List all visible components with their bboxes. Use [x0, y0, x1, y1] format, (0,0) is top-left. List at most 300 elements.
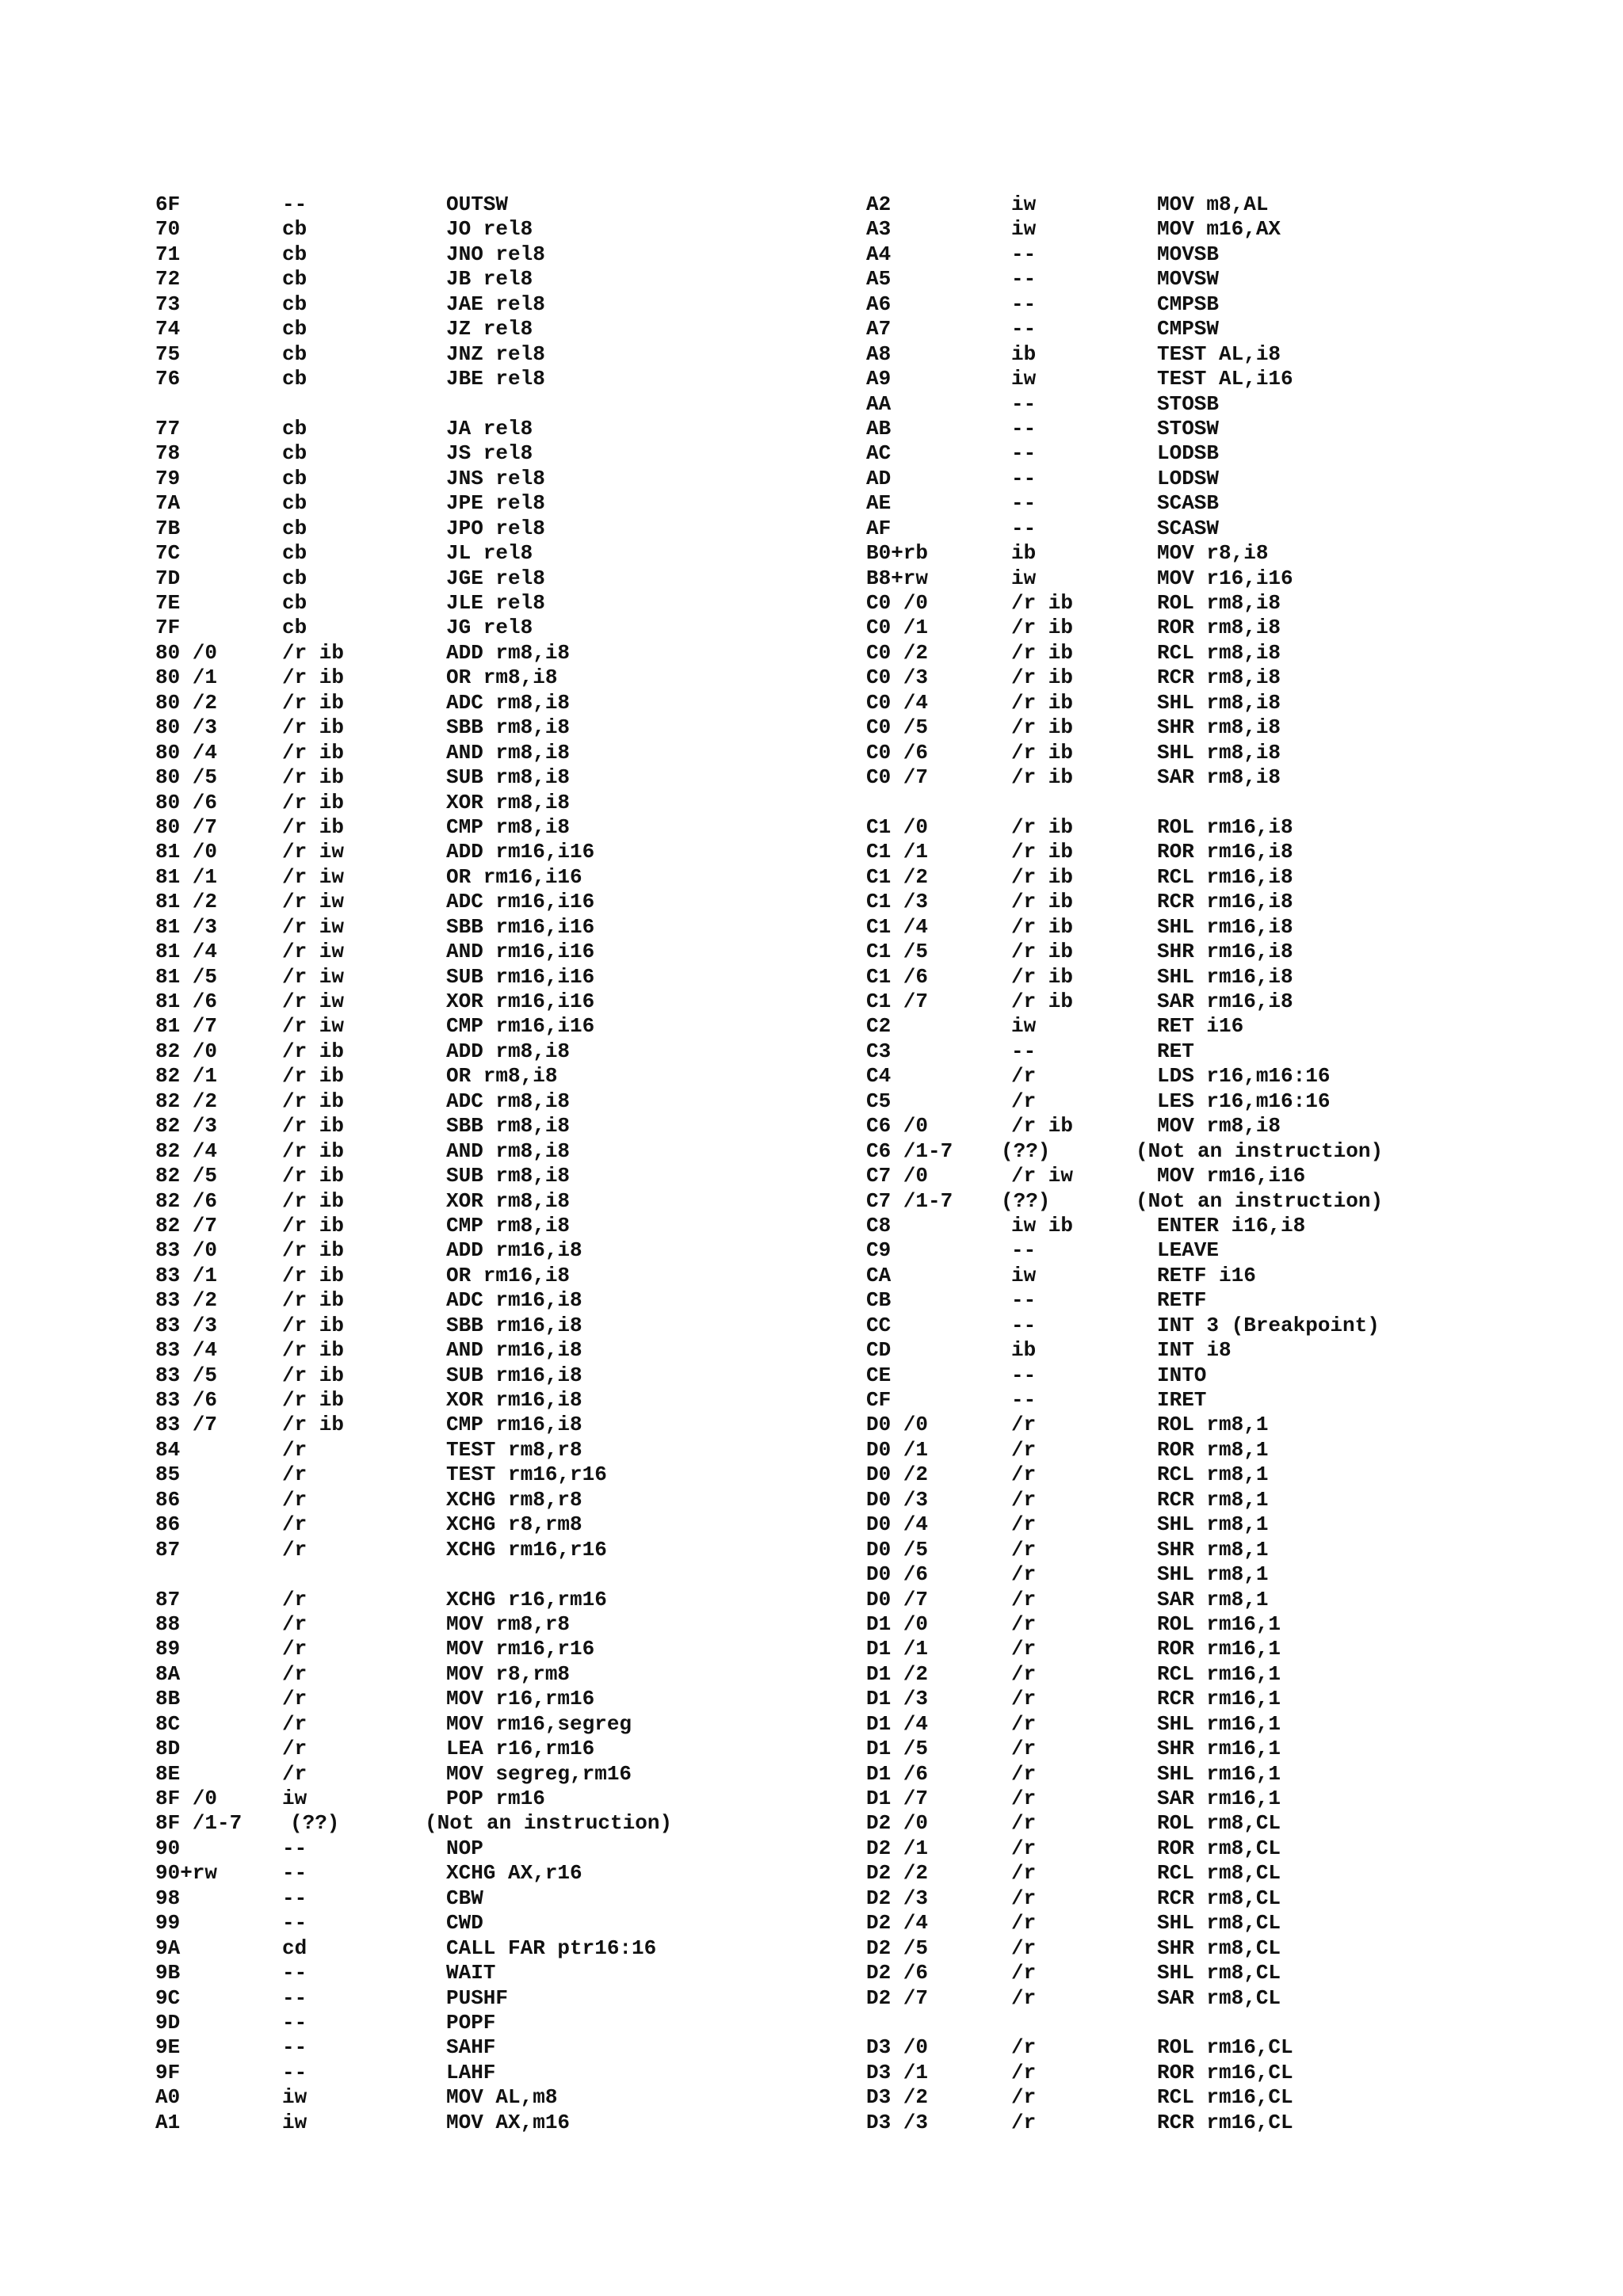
encoding-cell: /r	[282, 1587, 307, 1611]
opcode-cell: AA	[866, 391, 892, 416]
opcode-cell: B8+rw	[866, 566, 929, 590]
encoding-cell: /r ib	[1011, 964, 1074, 989]
opcode-cell: C1 /4	[866, 914, 929, 939]
encoding-cell: cb	[282, 341, 307, 366]
opcode-cell: C1 /3	[866, 890, 929, 914]
opcode-cell: 7D	[155, 566, 181, 590]
encoding-cell: /r iw	[282, 990, 345, 1013]
encoding-cell: iw	[1011, 1263, 1037, 1287]
opcode-cell: C6 /0	[866, 1114, 929, 1138]
encoding-cell: /r ib	[282, 1064, 345, 1089]
encoding-cell: --	[282, 1961, 307, 1985]
encoding-cell: iw	[282, 2085, 307, 2110]
encoding-cell: iw	[1011, 193, 1037, 216]
encoding-cell: iw	[1011, 367, 1037, 391]
encoding-cell: /r ib	[282, 740, 345, 765]
opcode-cell: 86	[155, 1512, 181, 1537]
opcode-cell: C0 /7	[866, 765, 929, 790]
encoding-cell: /r ib	[282, 666, 345, 690]
encoding-cell: /r iw	[282, 964, 345, 989]
opcode-cell: 84	[155, 1437, 181, 1462]
opcode-cell: 83 /5	[155, 1363, 218, 1387]
opcode-cell: D3 /0	[866, 2035, 929, 2060]
encoding-cell: /r	[1011, 1911, 1037, 1936]
encoding-cell: /r ib	[1011, 666, 1074, 690]
opcode-cell: 9B	[155, 1961, 181, 1985]
instruction-cell: SAR rm16,i8	[1157, 990, 1293, 1013]
encoding-cell: /r ib	[282, 1114, 345, 1138]
opcode-cell: 80 /4	[155, 740, 218, 765]
opcode-cell: 81 /6	[155, 990, 218, 1013]
encoding-cell: /r	[1011, 1064, 1037, 1089]
opcode-cell: 7B	[155, 516, 181, 540]
encoding-cell: --	[282, 1861, 307, 1886]
instruction-cell: XCHG rm8,r8	[446, 1487, 582, 1512]
opcode-cell: 83 /2	[155, 1288, 218, 1313]
opcode-cell: D1 /0	[866, 1611, 929, 1636]
opcode-cell: A7	[866, 317, 892, 341]
instruction-cell: JZ rel8	[446, 317, 533, 341]
encoding-cell: /r ib	[282, 1188, 345, 1213]
instruction-cell: SUB rm8,i8	[446, 1164, 571, 1188]
instruction-cell: INTO	[1157, 1363, 1207, 1387]
instruction-cell: SBB rm16,i16	[446, 914, 595, 939]
opcode-cell: C7 /0	[866, 1164, 929, 1188]
opcode-cell: 80 /1	[155, 666, 218, 690]
encoding-cell: /r ib	[1011, 1114, 1074, 1138]
encoding-cell: /r iw	[282, 1014, 345, 1039]
instruction-cell: SBB rm8,i8	[446, 1114, 571, 1138]
instruction-cell: LEAVE	[1157, 1238, 1220, 1263]
encoding-cell: /r ib	[282, 790, 345, 814]
encoding-cell: iw	[1011, 1014, 1037, 1039]
opcode-cell: 82 /0	[155, 1039, 218, 1063]
instruction-cell: JS rel8	[446, 441, 533, 466]
encoding-cell: /r	[1011, 1811, 1037, 1836]
opcode-cell: D0 /2	[866, 1463, 929, 1487]
opcode-cell: 83 /7	[155, 1413, 218, 1437]
opcode-cell: A6	[866, 292, 892, 316]
instruction-cell: OR rm16,i8	[446, 1263, 571, 1287]
instruction-cell: ADC rm8,i8	[446, 1089, 571, 1113]
instruction-cell: SHL rm16,i8	[1157, 964, 1293, 989]
instruction-cell: MOV rm16,segreg	[446, 1711, 632, 1736]
opcode-cell: 82 /1	[155, 1064, 218, 1089]
encoding-cell: /r ib	[282, 1388, 345, 1412]
instruction-cell: RCR rm8,i8	[1157, 666, 1281, 690]
opcode-cell: 82 /4	[155, 1138, 218, 1163]
opcode-cell: 85	[155, 1463, 181, 1487]
instruction-cell: JL rel8	[446, 541, 533, 566]
opcode-cell: C0 /2	[866, 640, 929, 665]
encoding-cell: cb	[282, 466, 307, 490]
opcode-cell: 86	[155, 1487, 181, 1512]
instruction-cell: CMPSB	[1157, 292, 1220, 316]
instruction-cell: JAE rel8	[446, 292, 545, 316]
instruction-cell: SUB rm16,i8	[446, 1363, 582, 1387]
encoding-cell: cb	[282, 317, 307, 341]
instruction-cell: JPO rel8	[446, 516, 545, 540]
encoding-cell: /r ib	[282, 1164, 345, 1188]
instruction-cell: SHR rm8,CL	[1157, 1936, 1281, 1960]
encoding-cell: /r	[1011, 1687, 1037, 1711]
encoding-cell: --	[282, 193, 307, 216]
opcode-cell: 71	[155, 242, 181, 266]
encoding-cell: /r ib	[1011, 840, 1074, 864]
instruction-cell: SUB rm8,i8	[446, 765, 571, 790]
opcode-cell: 99	[155, 1911, 181, 1936]
opcode-cell: 81 /4	[155, 940, 218, 964]
instruction-cell: TEST AL,i16	[1157, 367, 1293, 391]
encoding-cell: --	[1011, 391, 1037, 416]
instruction-cell: SHR rm16,i8	[1157, 940, 1293, 964]
opcode-cell: 83 /0	[155, 1238, 218, 1263]
opcode-cell: AE	[866, 491, 892, 516]
encoding-cell: --	[1011, 1313, 1037, 1337]
opcode-cell: D2 /3	[866, 1886, 929, 1910]
opcode-cell: A0	[155, 2085, 181, 2110]
instruction-cell: RCL rm16,i8	[1157, 864, 1293, 889]
instruction-cell: JG rel8	[446, 616, 533, 640]
opcode-cell: D0 /0	[866, 1413, 929, 1437]
opcode-cell: C1 /2	[866, 864, 929, 889]
instruction-cell: CMP rm16,i16	[446, 1014, 595, 1039]
encoding-cell: iw ib	[1011, 1213, 1074, 1238]
opcode-cell: D0 /1	[866, 1437, 929, 1462]
opcode-cell: C0 /5	[866, 715, 929, 740]
opcode-cell: 9C	[155, 1985, 181, 2010]
encoding-cell: /r	[1011, 1761, 1037, 1786]
instruction-cell: ROR rm16,1	[1157, 1637, 1281, 1661]
opcode-cell: C0 /1	[866, 616, 929, 640]
instruction-cell: CWD	[446, 1911, 483, 1936]
opcode-cell: 9E	[155, 2035, 181, 2060]
encoding-cell: /r ib	[1011, 814, 1074, 839]
instruction-cell: SBB rm16,i8	[446, 1313, 582, 1337]
encoding-cell: /r ib	[282, 1089, 345, 1113]
opcode-cell: D0 /5	[866, 1537, 929, 1562]
encoding-cell: /r ib	[282, 1263, 345, 1287]
encoding-cell: cb	[282, 591, 307, 615]
instruction-cell: (Not an instruction)	[425, 1811, 673, 1836]
opcode-cell: CF	[866, 1388, 892, 1412]
opcode-cell: D1 /5	[866, 1737, 929, 1761]
opcode-cell: D0 /4	[866, 1512, 929, 1537]
opcode-cell: D1 /6	[866, 1761, 929, 1786]
opcode-cell: C6 /1-7	[866, 1138, 953, 1163]
opcode-cell: 89	[155, 1637, 181, 1661]
instruction-cell: RCR rm16,i8	[1157, 890, 1293, 914]
opcode-cell: 83 /6	[155, 1388, 218, 1412]
instruction-cell: POPF	[446, 2010, 496, 2035]
instruction-cell: MOV rm8,r8	[446, 1611, 571, 1636]
encoding-cell: cb	[282, 541, 307, 566]
instruction-cell: ROL rm16,1	[1157, 1611, 1281, 1636]
encoding-cell: /r	[282, 1661, 307, 1686]
encoding-cell: ib	[1011, 541, 1037, 566]
encoding-cell: /r ib	[282, 765, 345, 790]
encoding-cell: /r	[1011, 1737, 1037, 1761]
encoding-cell: /r	[1011, 1587, 1037, 1611]
instruction-cell: ADD rm8,i8	[446, 1039, 571, 1063]
opcode-cell: C0 /6	[866, 740, 929, 765]
opcode-cell: 7A	[155, 491, 181, 516]
opcode-cell: AC	[866, 441, 892, 466]
instruction-cell: MOV m8,AL	[1157, 193, 1269, 216]
instruction-cell: RCL rm8,i8	[1157, 640, 1281, 665]
instruction-cell: AND rm16,i16	[446, 940, 595, 964]
encoding-cell: --	[1011, 1039, 1037, 1063]
opcode-cell: CD	[866, 1338, 892, 1363]
instruction-cell: CMP rm16,i8	[446, 1413, 582, 1437]
opcode-cell: D3 /1	[866, 2060, 929, 2084]
encoding-cell: /r	[1011, 1936, 1037, 1960]
instruction-cell: ENTER i16,i8	[1157, 1213, 1306, 1238]
opcode-cell: 80 /2	[155, 690, 218, 715]
instruction-cell: ADC rm16,i8	[446, 1288, 582, 1313]
encoding-cell: /r	[1011, 1985, 1037, 2010]
instruction-cell: JNO rel8	[446, 242, 545, 266]
opcode-cell: D3 /3	[866, 2110, 929, 2134]
encoding-cell: /r ib	[1011, 715, 1074, 740]
opcode-cell: A1	[155, 2110, 181, 2134]
instruction-cell: SAR rm16,1	[1157, 1787, 1281, 1810]
opcode-cell: 88	[155, 1611, 181, 1636]
instruction-cell: SHR rm8,1	[1157, 1537, 1269, 1562]
encoding-cell: /r ib	[1011, 890, 1074, 914]
opcode-cell: 83 /4	[155, 1338, 218, 1363]
instruction-cell: SCASB	[1157, 491, 1220, 516]
instruction-cell: MOVSB	[1157, 242, 1220, 266]
opcode-cell: 78	[155, 441, 181, 466]
instruction-cell: LODSW	[1157, 466, 1220, 490]
instruction-cell: JPE rel8	[446, 491, 545, 516]
instruction-cell: SHL rm16,1	[1157, 1761, 1281, 1786]
instruction-cell: ADC rm16,i16	[446, 890, 595, 914]
instruction-cell: MOVSW	[1157, 267, 1220, 292]
opcode-cell: CA	[866, 1263, 892, 1287]
encoding-cell: /r ib	[1011, 616, 1074, 640]
instruction-cell: SHL rm8,1	[1157, 1512, 1269, 1537]
instruction-cell: INT i8	[1157, 1338, 1232, 1363]
encoding-cell: --	[282, 1836, 307, 1860]
opcode-cell: C1 /6	[866, 964, 929, 989]
encoding-cell: /r ib	[282, 814, 345, 839]
encoding-cell: cb	[282, 367, 307, 391]
instruction-cell: MOV AL,m8	[446, 2085, 558, 2110]
instruction-cell: SUB rm16,i16	[446, 964, 595, 989]
instruction-cell: JB rel8	[446, 267, 533, 292]
encoding-cell: /r	[1011, 1611, 1037, 1636]
opcode-cell: A8	[866, 341, 892, 366]
opcode-cell: 82 /7	[155, 1213, 218, 1238]
opcode-cell: 82 /5	[155, 1164, 218, 1188]
encoding-cell: /r ib	[1011, 990, 1074, 1013]
instruction-cell: SAR rm8,i8	[1157, 765, 1281, 790]
opcode-cell: C1 /0	[866, 814, 929, 839]
encoding-cell: /r iw	[282, 940, 345, 964]
encoding-cell: /r	[1011, 1711, 1037, 1736]
instruction-cell: ROL rm16,i8	[1157, 814, 1293, 839]
instruction-cell: ROL rm16,CL	[1157, 2035, 1293, 2060]
instruction-cell: AND rm16,i8	[446, 1338, 582, 1363]
instruction-cell: (Not an instruction)	[1136, 1138, 1384, 1163]
instruction-cell: MOV r8,rm8	[446, 1661, 571, 1686]
opcode-cell: D1 /2	[866, 1661, 929, 1686]
encoding-cell: /r ib	[1011, 591, 1074, 615]
opcode-cell: 77	[155, 416, 181, 441]
encoding-cell: cb	[282, 217, 307, 242]
opcode-cell: D2 /5	[866, 1936, 929, 1960]
instruction-cell: ADD rm16,i8	[446, 1238, 582, 1263]
instruction-cell: MOV r16,rm16	[446, 1687, 595, 1711]
opcode-cell: A3	[866, 217, 892, 242]
encoding-cell: /r ib	[1011, 740, 1074, 765]
opcode-cell: D2 /4	[866, 1911, 929, 1936]
opcode-cell: 9A	[155, 1936, 181, 1960]
opcode-cell: CE	[866, 1363, 892, 1387]
instruction-cell: WAIT	[446, 1961, 496, 1985]
opcode-cell: 8E	[155, 1761, 181, 1786]
instruction-cell: MOV rm16,r16	[446, 1637, 595, 1661]
encoding-cell: (??)	[1001, 1188, 1051, 1213]
instruction-cell: SCASW	[1157, 516, 1220, 540]
instruction-cell: JO rel8	[446, 217, 533, 242]
instruction-cell: XOR rm16,i8	[446, 1388, 582, 1412]
opcode-cell: C1 /7	[866, 990, 929, 1013]
encoding-cell: /r	[1011, 1661, 1037, 1686]
encoding-cell: /r	[1011, 1562, 1037, 1587]
encoding-cell: /r	[282, 1487, 307, 1512]
opcode-cell: 80 /7	[155, 814, 218, 839]
opcode-cell: D2 /6	[866, 1961, 929, 1985]
opcode-cell: C0 /0	[866, 591, 929, 615]
instruction-cell: MOV r8,i8	[1157, 541, 1269, 566]
instruction-cell: RCL rm16,1	[1157, 1661, 1281, 1686]
encoding-cell: /r ib	[282, 1338, 345, 1363]
instruction-cell: STOSW	[1157, 416, 1220, 441]
opcode-cell: 98	[155, 1886, 181, 1910]
instruction-cell: XCHG rm16,r16	[446, 1537, 607, 1562]
opcode-cell: AD	[866, 466, 892, 490]
opcode-cell: D0 /7	[866, 1587, 929, 1611]
encoding-cell: /r ib	[1011, 640, 1074, 665]
opcode-cell: D2 /7	[866, 1985, 929, 2010]
opcode-cell: 7E	[155, 591, 181, 615]
instruction-cell: AND rm8,i8	[446, 740, 571, 765]
opcode-cell: 7C	[155, 541, 181, 566]
encoding-cell: cd	[282, 1936, 307, 1960]
opcode-cell: 8F /1-7	[155, 1811, 242, 1836]
opcode-cell: 9F	[155, 2060, 181, 2084]
opcode-cell: C1 /1	[866, 840, 929, 864]
opcode-cell: 87	[155, 1537, 181, 1562]
encoding-cell: --	[1011, 242, 1037, 266]
encoding-cell: --	[1011, 491, 1037, 516]
instruction-cell: LODSB	[1157, 441, 1220, 466]
opcode-cell: 8F /0	[155, 1787, 218, 1810]
opcode-cell: 83 /1	[155, 1263, 218, 1287]
opcode-cell: C0 /3	[866, 666, 929, 690]
instruction-cell: XCHG r16,rm16	[446, 1587, 607, 1611]
instruction-cell: JNS rel8	[446, 466, 545, 490]
encoding-cell: /r	[282, 1437, 307, 1462]
encoding-cell: ib	[1011, 341, 1037, 366]
encoding-cell: --	[1011, 1363, 1037, 1387]
encoding-cell: /r iw	[282, 914, 345, 939]
instruction-cell: CMP rm8,i8	[446, 814, 571, 839]
instruction-cell: JNZ rel8	[446, 341, 545, 366]
instruction-cell: XOR rm16,i16	[446, 990, 595, 1013]
encoding-cell: --	[282, 1985, 307, 2010]
opcode-cell: 82 /2	[155, 1089, 218, 1113]
opcode-cell: A4	[866, 242, 892, 266]
encoding-cell: /r	[1011, 1637, 1037, 1661]
instruction-cell: XOR rm8,i8	[446, 1188, 571, 1213]
instruction-cell: MOV rm8,i8	[1157, 1114, 1281, 1138]
encoding-cell: --	[282, 1886, 307, 1910]
opcode-cell: 8B	[155, 1687, 181, 1711]
instruction-cell: NOP	[446, 1836, 483, 1860]
opcode-cell: 74	[155, 317, 181, 341]
opcode-cell: 81 /5	[155, 964, 218, 989]
opcode-cell: 80 /6	[155, 790, 218, 814]
opcode-cell: AF	[866, 516, 892, 540]
encoding-cell: /r iw	[282, 864, 345, 889]
encoding-cell: /r	[282, 1611, 307, 1636]
encoding-cell: /r ib	[282, 690, 345, 715]
instruction-cell: RCR rm8,1	[1157, 1487, 1269, 1512]
encoding-cell: --	[1011, 516, 1037, 540]
encoding-cell: /r	[1011, 1861, 1037, 1886]
opcode-cell: 80 /3	[155, 715, 218, 740]
opcode-cell: C5	[866, 1089, 892, 1113]
opcode-cell: 8A	[155, 1661, 181, 1686]
instruction-cell: OUTSW	[446, 193, 509, 216]
encoding-cell: cb	[282, 566, 307, 590]
opcode-cell: A9	[866, 367, 892, 391]
encoding-cell: iw	[1011, 217, 1037, 242]
encoding-cell: /r	[1011, 1836, 1037, 1860]
instruction-cell: SHR rm16,1	[1157, 1737, 1281, 1761]
instruction-cell: JGE rel8	[446, 566, 545, 590]
opcode-cell: 80 /5	[155, 765, 218, 790]
encoding-cell: /r	[1011, 1487, 1037, 1512]
encoding-cell: /r	[1011, 1512, 1037, 1537]
opcode-cell: D3 /2	[866, 2085, 929, 2110]
instruction-cell: RET	[1157, 1039, 1194, 1063]
instruction-cell: ROR rm8,i8	[1157, 616, 1281, 640]
encoding-cell: ib	[1011, 1338, 1037, 1363]
encoding-cell: --	[1011, 1388, 1037, 1412]
encoding-cell: /r	[1011, 1463, 1037, 1487]
instruction-cell: ADD rm16,i16	[446, 840, 595, 864]
instruction-cell: ROR rm8,1	[1157, 1437, 1269, 1462]
encoding-cell: (??)	[1001, 1138, 1051, 1163]
opcode-cell: 81 /2	[155, 890, 218, 914]
instruction-cell: RETF i16	[1157, 1263, 1256, 1287]
instruction-cell: JBE rel8	[446, 367, 545, 391]
encoding-cell: cb	[282, 292, 307, 316]
encoding-cell: /r	[1011, 2110, 1037, 2134]
encoding-cell: /r iw	[1011, 1164, 1074, 1188]
instruction-cell: SAR rm8,1	[1157, 1587, 1269, 1611]
instruction-cell: TEST rm16,r16	[446, 1463, 607, 1487]
opcode-cell: C3	[866, 1039, 892, 1063]
encoding-cell: cb	[282, 242, 307, 266]
instruction-cell: SBB rm8,i8	[446, 715, 571, 740]
instruction-cell: INT 3 (Breakpoint)	[1157, 1313, 1380, 1337]
